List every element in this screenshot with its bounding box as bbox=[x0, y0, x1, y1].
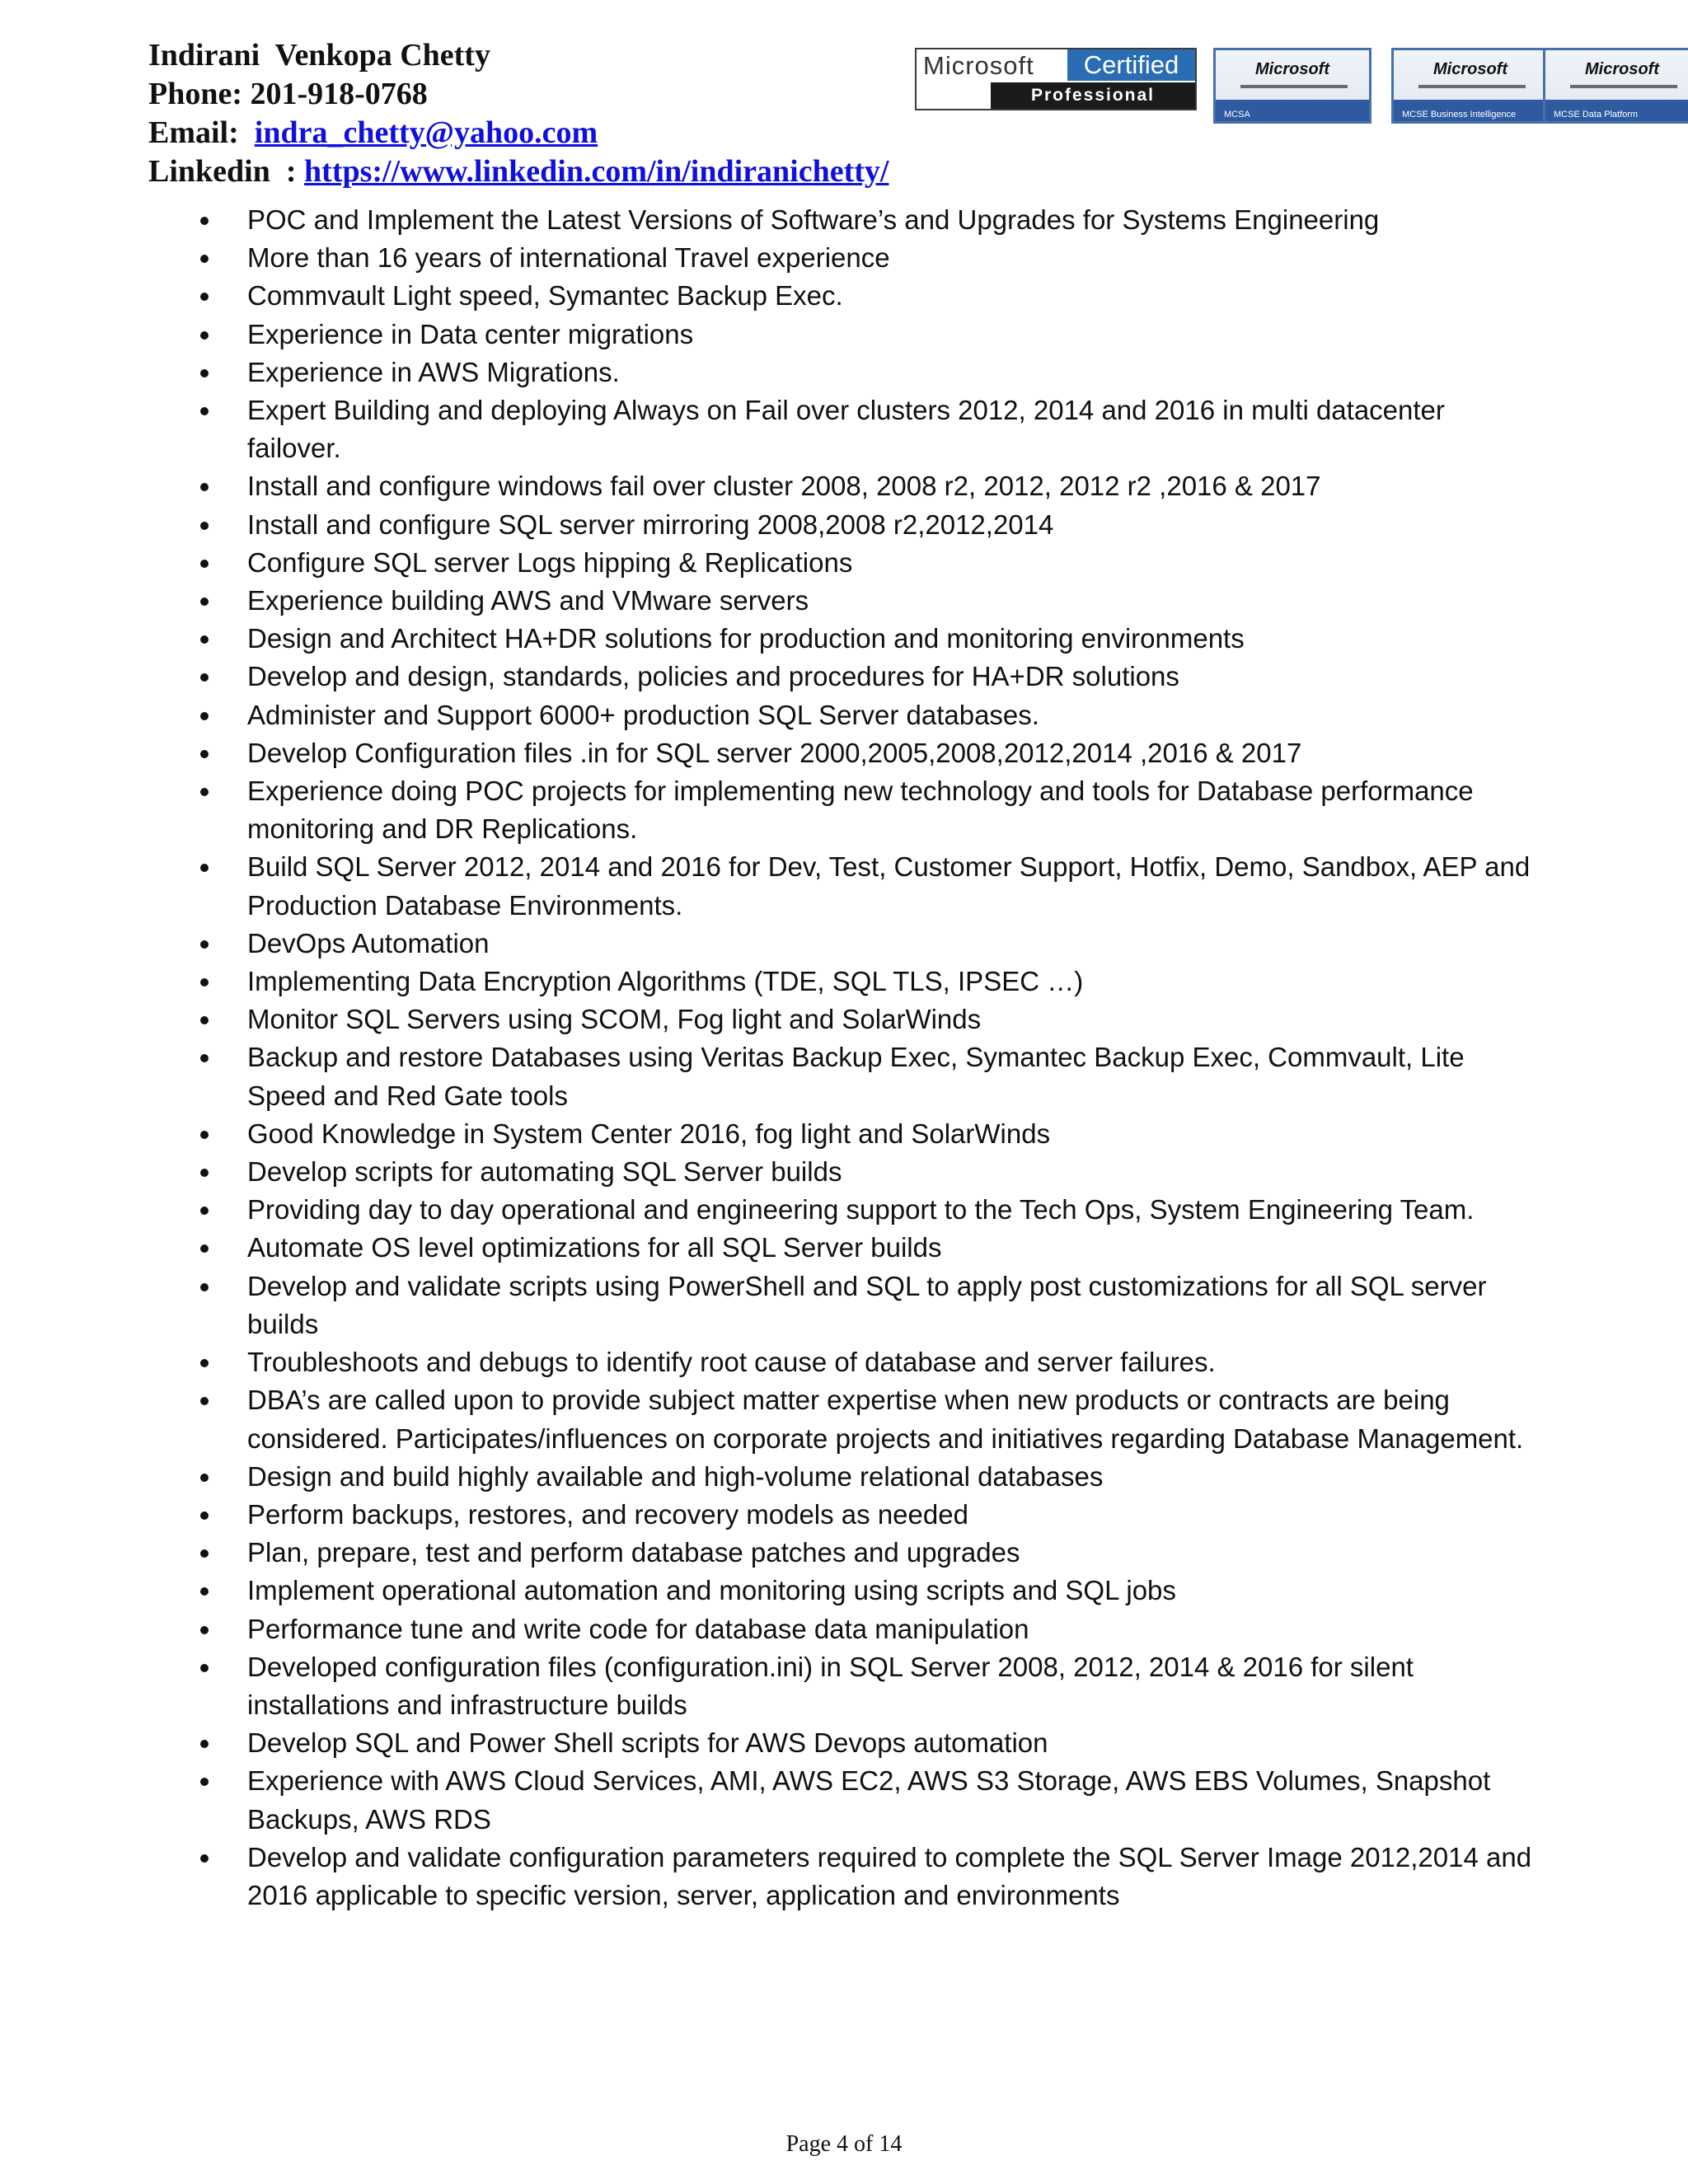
bullet-item bbox=[0, 1191, 1533, 1229]
bullet-dot-icon bbox=[200, 1016, 209, 1024]
bullet-dot-icon bbox=[200, 1778, 209, 1786]
bullet-item bbox=[0, 848, 1533, 924]
email-label: Email: bbox=[148, 115, 239, 150]
bullet-dot-icon bbox=[200, 1131, 209, 1139]
bullet-item bbox=[0, 1762, 1533, 1838]
bullet-text: Administer and Support 6000+ production SQL Server databases. bbox=[247, 699, 1039, 730]
bullet-text: Monitor SQL Servers using SCOM, Fog light and SolarWinds bbox=[247, 1004, 982, 1035]
bullet-item bbox=[0, 582, 1533, 620]
bullet-item bbox=[0, 1610, 1533, 1648]
bullet-dot-icon bbox=[200, 978, 209, 987]
bullet-text: Experience doing POC projects for implementing new technology and tools for Database performance monitoring and DR Replications. bbox=[247, 776, 1474, 845]
bullet-item bbox=[0, 354, 1533, 391]
bullet-text: POC and Implement the Latest Versions of Software’s and Upgrades for Systems Engineering bbox=[247, 204, 1380, 235]
bullet-item bbox=[0, 620, 1533, 658]
bullet-text: Install and configure SQL server mirroring 2008,2008 r2,2012,2014 bbox=[247, 509, 1054, 540]
bullet-dot-icon bbox=[200, 750, 209, 758]
bullet-text: Develop and validate configuration parameters required to complete the SQL Server Image 2012,2014 and 2016 applicable to specific version, server, application and environments bbox=[247, 1841, 1532, 1910]
phone-row bbox=[148, 75, 889, 114]
linkedin-label: Linkedin : bbox=[148, 154, 297, 189]
mcse-data-platform-badge bbox=[1543, 48, 1688, 124]
bullet-dot-icon bbox=[200, 635, 209, 644]
bullet-text: Build SQL Server 2012, 2014 and 2016 for Dev, Test, Customer Support, Hotfix, Demo, Sandbox, AEP and Production Database Environments. bbox=[247, 851, 1531, 921]
mcse-bi-badge-logo: Microsoft bbox=[1433, 60, 1507, 78]
bullet-dot-icon bbox=[200, 598, 209, 606]
bullet-dot-icon bbox=[200, 522, 209, 530]
bullet-text: Experience in Data center migrations bbox=[247, 318, 694, 349]
bullet-dot-icon bbox=[200, 1626, 209, 1634]
mcsa-badge-track: MCSA bbox=[1224, 110, 1250, 120]
bullet-dot-icon bbox=[200, 255, 209, 263]
email-row bbox=[148, 114, 889, 152]
bullet-text: Develop scripts for automating SQL Server builds bbox=[247, 1156, 842, 1188]
bullet-dot-icon bbox=[200, 1664, 209, 1672]
mcse-dp-badge-track: MCSE Data Platform bbox=[1554, 110, 1639, 120]
bullet-text: Perform backups, restores, and recovery models as needed bbox=[247, 1498, 968, 1530]
bullet-dot-icon bbox=[200, 1474, 209, 1482]
bullet-text: Good Knowledge in System Center 2016, fog light and SolarWinds bbox=[247, 1118, 1051, 1149]
bullet-dot-icon bbox=[200, 1244, 209, 1253]
bullet-item bbox=[0, 391, 1533, 467]
candidate-name: Indirani Venkopa Chetty bbox=[148, 38, 490, 73]
bullet-text: Developed configuration files (configuration.ini) in SQL Server 2008, 2012, 2014 & 2016 for silent installations and infrastructure builds bbox=[247, 1651, 1414, 1720]
bullet-item bbox=[0, 1115, 1533, 1153]
bullet-dot-icon bbox=[200, 407, 209, 415]
bullet-text: DevOps Automation bbox=[247, 927, 490, 958]
bullet-item bbox=[0, 1724, 1533, 1762]
phone-number: 201-918-0768 bbox=[250, 77, 428, 111]
bullet-item bbox=[0, 1153, 1533, 1191]
bullet-dot-icon bbox=[200, 1549, 209, 1558]
mcse-bi-badge-track: MCSE Business Intelligence bbox=[1402, 110, 1517, 120]
bullet-text: Expert Building and deploying Always on Fail over clusters 2012, 2014 and 2016 in multi datacenter failover. bbox=[247, 395, 1445, 464]
bullet-dot-icon bbox=[200, 1397, 209, 1405]
bullet-text: Providing day to day operational and engineering support to the Tech Ops, System Engineering Team. bbox=[247, 1194, 1475, 1226]
linkedin-link[interactable]: https://www.linkedin.com/in/indiranichetty/ bbox=[304, 154, 889, 189]
bullet-dot-icon bbox=[200, 293, 209, 301]
bullet-item bbox=[0, 1839, 1533, 1915]
bullet-item bbox=[0, 1534, 1533, 1572]
bullet-item bbox=[0, 658, 1533, 696]
bullet-dot-icon bbox=[200, 369, 209, 377]
bullet-item bbox=[0, 1496, 1533, 1534]
bullet-text: Configure SQL server Logs hipping & Replications bbox=[247, 546, 853, 578]
bullet-item bbox=[0, 1038, 1533, 1114]
bullet-text: Troubleshoots and debugs to identify root cause of database and server failures. bbox=[247, 1347, 1216, 1378]
bullet-text: Experience building AWS and VMware servers bbox=[247, 585, 809, 616]
phone-label: Phone: bbox=[148, 77, 242, 111]
email-link[interactable]: indra_chetty@yahoo.com bbox=[254, 115, 598, 150]
bullet-text: Develop Configuration files .in for SQL server 2000,2005,2008,2012,2014 ,2016 & 2017 bbox=[247, 737, 1302, 768]
bullet-dot-icon bbox=[200, 1054, 209, 1062]
bullet-dot-icon bbox=[200, 712, 209, 720]
bullet-item bbox=[0, 1229, 1533, 1267]
experience-bullet-list bbox=[0, 201, 1688, 1915]
bullet-item bbox=[0, 1648, 1533, 1724]
bullet-dot-icon bbox=[200, 1587, 209, 1596]
bullet-item bbox=[0, 506, 1533, 544]
mcsa-badge bbox=[1213, 48, 1372, 124]
bullet-item bbox=[0, 1381, 1533, 1457]
bullet-dot-icon bbox=[200, 673, 209, 682]
bullet-text: Implement operational automation and monitoring using scripts and SQL jobs bbox=[247, 1575, 1176, 1606]
bullet-dot-icon bbox=[200, 788, 209, 796]
bullet-dot-icon bbox=[200, 1169, 209, 1177]
certification-logos bbox=[915, 48, 1673, 130]
bullet-dot-icon bbox=[200, 1359, 209, 1367]
bullet-item bbox=[0, 1458, 1533, 1496]
bullet-text: Backup and restore Databases using Veritas Backup Exec, Symantec Backup Exec, Commvault, Lite Speed and Red Gate tools bbox=[247, 1042, 1465, 1111]
bullet-dot-icon bbox=[200, 1511, 209, 1520]
contact-header bbox=[148, 36, 889, 191]
bullet-dot-icon bbox=[200, 1207, 209, 1215]
bullet-text: Design and Architect HA+DR solutions for production and monitoring environments bbox=[247, 623, 1245, 654]
bullet-item bbox=[0, 963, 1533, 1001]
bullet-dot-icon bbox=[200, 940, 209, 949]
bullet-item bbox=[0, 1001, 1533, 1038]
bullet-dot-icon bbox=[200, 483, 209, 491]
bullet-item bbox=[0, 925, 1533, 963]
bullet-item bbox=[0, 1572, 1533, 1610]
bullet-item bbox=[0, 772, 1533, 848]
bullet-item bbox=[0, 544, 1533, 582]
microsoft-certified-professional-logo bbox=[915, 48, 1197, 110]
bullet-text: More than 16 years of international Travel experience bbox=[247, 242, 890, 274]
linkedin-row bbox=[148, 152, 889, 191]
bullet-item bbox=[0, 239, 1533, 277]
bullet-text: Design and build highly available and high-volume relational databases bbox=[247, 1460, 1104, 1492]
bullet-text: Implementing Data Encryption Algorithms (TDE, SQL TLS, IPSEC …) bbox=[247, 966, 1084, 997]
bullet-dot-icon bbox=[200, 217, 209, 225]
bullet-text: Performance tune and write code for database data manipulation bbox=[247, 1613, 1029, 1644]
bullet-item bbox=[0, 201, 1533, 239]
bullet-text: Develop and validate scripts using PowerShell and SQL to apply post customizations for all SQL server builds bbox=[247, 1270, 1487, 1339]
bullet-item bbox=[0, 1343, 1533, 1381]
bullet-dot-icon bbox=[200, 1283, 209, 1291]
mcp-professional-text: Professional bbox=[991, 82, 1195, 109]
mcp-microsoft-text: Microsoft bbox=[923, 51, 1034, 80]
bullet-text: Develop SQL and Power Shell scripts for AWS Devops automation bbox=[247, 1727, 1048, 1759]
bullet-text: Commvault Light speed, Symantec Backup Exec. bbox=[247, 280, 843, 312]
mcp-certified-text: Certified bbox=[1067, 49, 1195, 81]
bullet-item bbox=[0, 316, 1533, 354]
bullet-item bbox=[0, 1268, 1533, 1343]
mcse-dp-badge-logo: Microsoft bbox=[1585, 60, 1659, 78]
bullet-text: Install and configure windows fail over cluster 2008, 2008 r2, 2012, 2012 r2 ,2016 & 2017 bbox=[247, 471, 1321, 502]
bullet-text: Develop and design, standards, policies and procedures for HA+DR solutions bbox=[247, 661, 1179, 692]
bullet-text: Experience with AWS Cloud Services, AMI, AWS EC2, AWS S3 Storage, AWS EBS Volumes, Snapshot Backups, AWS RDS bbox=[247, 1765, 1491, 1835]
bullet-dot-icon bbox=[200, 1740, 209, 1748]
bullet-item bbox=[0, 734, 1533, 772]
bullet-dot-icon bbox=[200, 560, 209, 568]
bullet-text: Plan, prepare, test and perform database patches and upgrades bbox=[247, 1537, 1020, 1568]
bullet-item bbox=[0, 696, 1533, 734]
bullet-item bbox=[0, 467, 1533, 505]
bullet-dot-icon bbox=[200, 1854, 209, 1863]
bullet-dot-icon bbox=[200, 864, 209, 872]
bullet-item bbox=[0, 277, 1533, 315]
bullet-text: Experience in AWS Migrations. bbox=[247, 356, 620, 387]
bullet-text: Automate OS level optimizations for all SQL Server builds bbox=[247, 1232, 942, 1263]
bullet-text: DBA’s are called upon to provide subject matter expertise when new products or contracts are being considered. Participates/influences on corporate projects and initiatives regarding Database Management. bbox=[247, 1385, 1524, 1454]
page-number: Page 4 of 14 bbox=[785, 2131, 903, 2157]
mcsa-badge-logo: Microsoft bbox=[1255, 60, 1329, 78]
mcse-business-intelligence-badge bbox=[1391, 48, 1550, 124]
bullet-dot-icon bbox=[200, 331, 209, 340]
